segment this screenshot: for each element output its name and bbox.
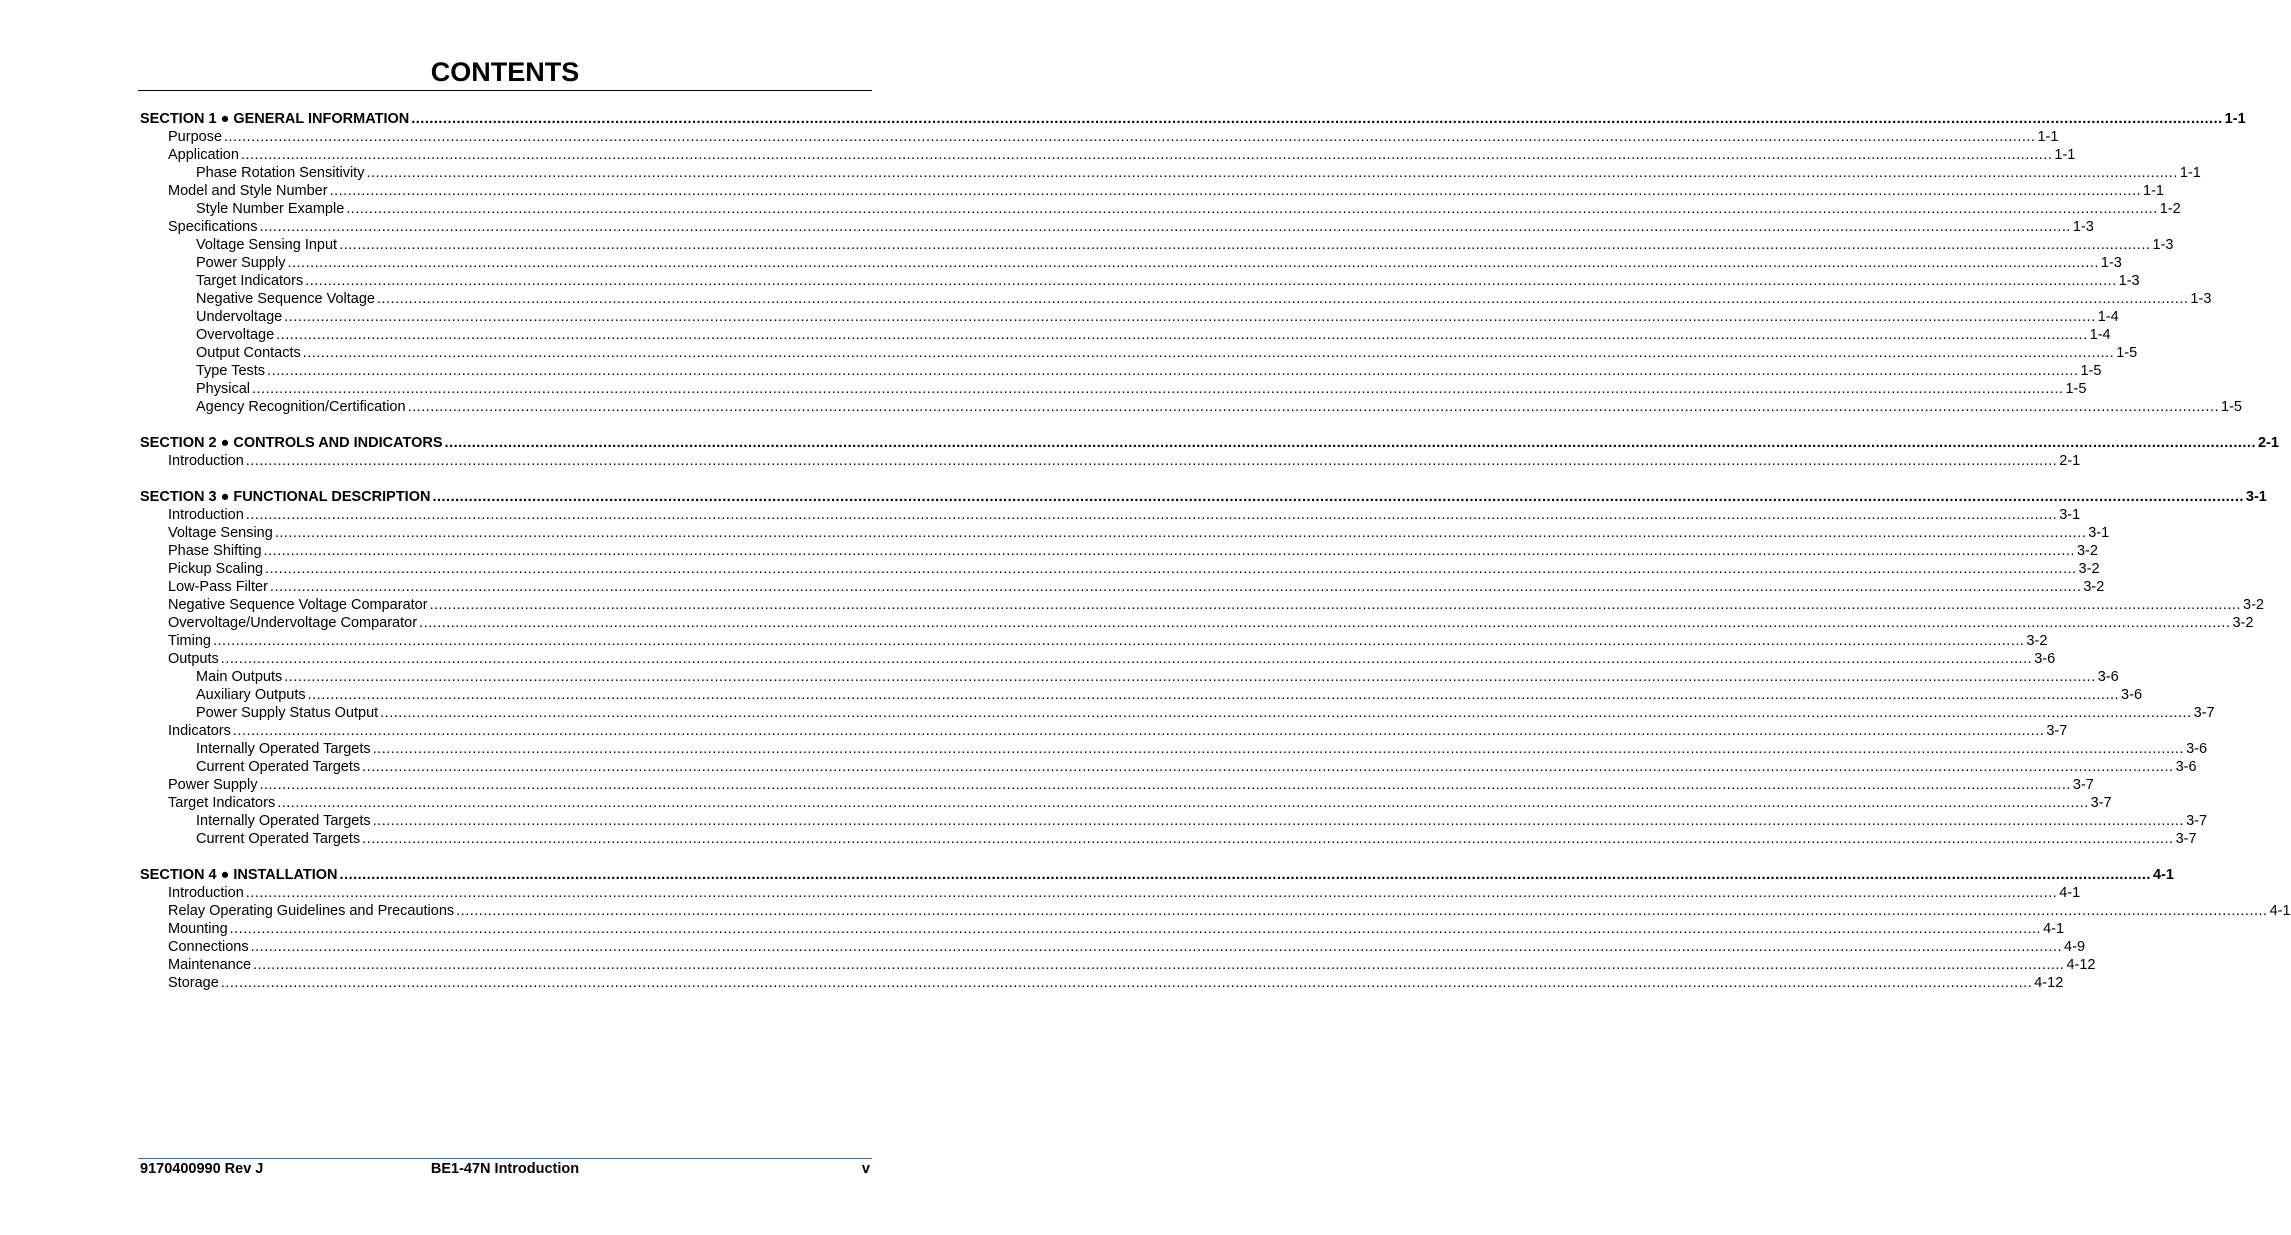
toc-entry-page: 2-1 — [2257, 435, 2279, 451]
toc-entry-page: 3-2 — [2078, 561, 2100, 577]
toc-entry-label: Purpose — [168, 129, 223, 145]
toc-dot-leader: ................................................................................................................................................................................................................................................................................................................................................................................................................ — [284, 309, 2096, 325]
toc-entry-page: 3-2 — [2083, 579, 2105, 595]
footer-rule — [138, 1158, 872, 1159]
toc-entry-label: Specifications — [168, 219, 258, 235]
toc-dot-leader: ................................................................................................................................................................................................................................................................................................................................................................................................................ — [305, 273, 2117, 289]
toc-section — [140, 488, 2267, 848]
toc-entry-label: Mounting — [168, 921, 228, 937]
toc-dot-leader: ................................................................................................................................................................................................................................................................................................................................................................................................................ — [429, 597, 2241, 613]
toc-entry-label: Style Number Example — [196, 201, 345, 217]
toc-entry[interactable] — [140, 560, 2100, 578]
toc-entry-label: Current Operated Targets — [196, 759, 361, 775]
toc-entry[interactable] — [140, 956, 2096, 974]
toc-entry-page: 3-6 — [2121, 687, 2143, 703]
toc-entry-label: Phase Shifting — [168, 543, 262, 559]
toc-dot-leader: ................................................................................................................................................................................................................................................................................................................................................................................................................ — [232, 723, 2045, 739]
footer-page-number: v — [861, 1161, 870, 1177]
toc-entry-label: Power Supply — [168, 777, 258, 793]
toc-entry-label: Outputs — [168, 651, 219, 667]
toc-entry-page: 4-1 — [2152, 867, 2174, 883]
toc-entry[interactable] — [140, 668, 2119, 686]
toc-entry-label: Low-Pass Filter — [168, 579, 268, 595]
toc-dot-leader: ................................................................................................................................................................................................................................................................................................................................................................................................................ — [259, 777, 2071, 793]
toc-dot-leader: ................................................................................................................................................................................................................................................................................................................................................................................................................ — [220, 651, 2033, 667]
toc-entry[interactable] — [140, 938, 2086, 956]
toc-entry-label: SECTION 3 ● FUNCTIONAL DESCRIPTION — [140, 489, 431, 505]
toc-dot-leader: ................................................................................................................................................................................................................................................................................................................................................................................................................ — [277, 795, 2089, 811]
toc-entry-page: 1-3 — [2072, 219, 2094, 235]
toc-entry[interactable] — [140, 632, 2048, 650]
toc-entry-page: 1-2 — [2159, 201, 2181, 217]
toc-dot-leader: ................................................................................................................................................................................................................................................................................................................................................................................................................ — [245, 885, 2058, 901]
toc-entry[interactable] — [140, 308, 2119, 326]
toc-entry[interactable] — [140, 452, 2081, 470]
toc-entry-label: Introduction — [168, 453, 244, 469]
toc-entry-page: 4-12 — [2034, 975, 2064, 991]
toc-entry[interactable] — [140, 830, 2197, 848]
toc-entry-page: 1-1 — [2224, 111, 2246, 127]
toc-entry-label: SECTION 2 ● CONTROLS AND INDICATORS — [140, 435, 443, 451]
toc-entry[interactable] — [140, 254, 2122, 272]
toc-entry-label: Target Indicators — [168, 795, 276, 811]
toc-entry-label: Internally Operated Targets — [196, 813, 371, 829]
toc-entry-page: 3-1 — [2059, 507, 2081, 523]
toc-entry[interactable] — [140, 758, 2197, 776]
toc-entry[interactable] — [140, 182, 2164, 200]
toc-dot-leader: ................................................................................................................................................................................................................................................................................................................................................................................................................ — [212, 633, 2025, 649]
toc-entry-page: 1-5 — [2065, 381, 2087, 397]
toc-entry-page: 3-6 — [2034, 651, 2056, 667]
toc-dot-leader: ................................................................................................................................................................................................................................................................................................................................................................................................................ — [245, 507, 2058, 523]
toc-entry-label: Model and Style Number — [168, 183, 328, 199]
toc-entry-page: 1-1 — [2054, 147, 2076, 163]
toc-dot-leader: ................................................................................................................................................................................................................................................................................................................................................................................................................ — [372, 741, 2185, 757]
toc-entry-label: SECTION 4 ● INSTALLATION — [140, 867, 338, 883]
toc-entry-page: 3-7 — [2193, 705, 2215, 721]
toc-dot-leader: ................................................................................................................................................................................................................................................................................................................................................................................................................ — [419, 615, 2231, 631]
toc-entry[interactable] — [140, 326, 2111, 344]
toc-entry-label: Output Contacts — [196, 345, 301, 361]
toc-dot-leader: ................................................................................................................................................................................................................................................................................................................................................................................................................ — [267, 363, 2079, 379]
toc-entry-label: Timing — [168, 633, 211, 649]
toc-entry[interactable] — [140, 290, 2212, 308]
toc-section — [140, 866, 2291, 992]
toc-dot-leader: ................................................................................................................................................................................................................................................................................................................................................................................................................ — [253, 957, 2065, 973]
toc-entry[interactable] — [140, 884, 2081, 902]
toc-entry-label: Relay Operating Guidelines and Precautions — [168, 903, 455, 919]
toc-entry[interactable] — [140, 524, 2110, 542]
toc-entry[interactable] — [140, 506, 2081, 524]
toc-entry[interactable] — [140, 380, 2087, 398]
toc-entry[interactable] — [140, 974, 2064, 992]
toc-entry[interactable] — [140, 776, 2094, 794]
toc-entry-label: Power Supply Status Output — [196, 705, 379, 721]
toc-entry-label: Target Indicators — [196, 273, 304, 289]
toc-entry-page: 1-1 — [2179, 165, 2201, 181]
toc-entry-label: Type Tests — [196, 363, 266, 379]
toc-entry-page: 3-1 — [2245, 489, 2267, 505]
toc-entry-page: 4-9 — [2064, 939, 2086, 955]
toc-entry-page: 4-1 — [2059, 885, 2081, 901]
toc-dot-leader: ................................................................................................................................................................................................................................................................................................................................................................................................................ — [339, 867, 2151, 883]
toc-entry-label: Agency Recognition/Certification — [196, 399, 406, 415]
toc-entry-label: Maintenance — [168, 957, 252, 973]
toc-entry[interactable] — [140, 218, 2094, 236]
toc-entry-label: Current Operated Targets — [196, 831, 361, 847]
toc-section-heading[interactable] — [140, 488, 2267, 506]
toc-dot-leader: ................................................................................................................................................................................................................................................................................................................................................................................................................ — [444, 435, 2256, 451]
toc-entry-page: 3-7 — [2186, 813, 2208, 829]
toc-entry-page: 1-3 — [2100, 255, 2122, 271]
toc-entry[interactable] — [140, 704, 2215, 722]
toc-dot-leader: ................................................................................................................................................................................................................................................................................................................................................................................................................ — [329, 183, 2142, 199]
toc-entry-page: 1-1 — [2037, 129, 2059, 145]
toc-entry-page: 3-6 — [2175, 759, 2197, 775]
toc-entry[interactable] — [140, 596, 2264, 614]
toc-section-heading[interactable] — [140, 110, 2246, 128]
toc-entry[interactable] — [140, 272, 2140, 290]
toc-entry-label: Voltage Sensing — [168, 525, 273, 541]
toc-dot-leader: ................................................................................................................................................................................................................................................................................................................................................................................................................ — [366, 165, 2178, 181]
toc-entry-label: Internally Operated Targets — [196, 741, 371, 757]
toc-entry-page: 4-1 — [2043, 921, 2065, 937]
toc-entry-page: 1-3 — [2190, 291, 2212, 307]
toc-dot-leader: ................................................................................................................................................................................................................................................................................................................................................................................................................ — [250, 939, 2063, 955]
toc-entry-label: Power Supply — [196, 255, 286, 271]
toc-entry-label: Introduction — [168, 507, 244, 523]
toc-entry-page: 1-3 — [2152, 237, 2174, 253]
toc-entry-label: Auxiliary Outputs — [196, 687, 306, 703]
toc-entry-page: 3-6 — [2097, 669, 2119, 685]
toc-entry-label: Physical — [196, 381, 250, 397]
toc-entry-label: Overvoltage/Undervoltage Comparator — [168, 615, 418, 631]
toc-dot-leader: ................................................................................................................................................................................................................................................................................................................................................................................................................ — [229, 921, 2042, 937]
toc-entry-label: Storage — [168, 975, 219, 991]
toc-dot-leader: ................................................................................................................................................................................................................................................................................................................................................................................................................ — [269, 579, 2082, 595]
toc-entry[interactable] — [140, 200, 2181, 218]
toc-dot-leader: ................................................................................................................................................................................................................................................................................................................................................................................................................ — [362, 831, 2174, 847]
toc-dot-leader: ................................................................................................................................................................................................................................................................................................................................................................................................................ — [307, 687, 2120, 703]
toc-entry-page: 3-2 — [2232, 615, 2254, 631]
toc-entry-label: Voltage Sensing Input — [196, 237, 338, 253]
page-footer — [140, 1160, 870, 1178]
toc-dot-leader: ................................................................................................................................................................................................................................................................................................................................................................................................................ — [407, 399, 2219, 415]
toc-dot-leader: ................................................................................................................................................................................................................................................................................................................................................................................................................ — [302, 345, 2115, 361]
toc-entry[interactable] — [140, 686, 2143, 704]
toc-entry-page: 3-7 — [2046, 723, 2068, 739]
toc-dot-leader: ................................................................................................................................................................................................................................................................................................................................................................................................................ — [276, 327, 2088, 343]
toc-entry-label: Application — [168, 147, 239, 163]
toc-entry-label: Connections — [168, 939, 249, 955]
toc-dot-leader: ................................................................................................................................................................................................................................................................................................................................................................................................................ — [220, 975, 2033, 991]
toc-entry[interactable] — [140, 146, 2076, 164]
toc-section-heading[interactable] — [140, 866, 2174, 884]
toc-entry-label: Pickup Scaling — [168, 561, 264, 577]
toc-entry[interactable] — [140, 398, 2242, 416]
toc-dot-leader: ................................................................................................................................................................................................................................................................................................................................................................................................................ — [265, 561, 2077, 577]
toc-entry[interactable] — [140, 920, 2065, 938]
toc-entry-page: 3-2 — [2026, 633, 2048, 649]
toc-entry-page: 4-12 — [2066, 957, 2096, 973]
toc-dot-leader: ................................................................................................................................................................................................................................................................................................................................................................................................................ — [284, 669, 2096, 685]
toc-dot-leader: ................................................................................................................................................................................................................................................................................................................................................................................................................ — [362, 759, 2174, 775]
toc-entry[interactable] — [140, 794, 2112, 812]
toc-entry-page: 1-5 — [2116, 345, 2138, 361]
toc-section — [140, 110, 2246, 416]
toc-dot-leader: ................................................................................................................................................................................................................................................................................................................................................................................................................ — [274, 525, 2087, 541]
toc-entry[interactable] — [140, 578, 2105, 596]
toc-dot-leader: ................................................................................................................................................................................................................................................................................................................................................................................................................ — [376, 291, 2189, 307]
toc-entry[interactable] — [140, 344, 2138, 362]
toc-dot-leader: ................................................................................................................................................................................................................................................................................................................................................................................................................ — [287, 255, 2099, 271]
toc-dot-leader: ................................................................................................................................................................................................................................................................................................................................................................................................................ — [372, 813, 2185, 829]
toc-dot-leader: ................................................................................................................................................................................................................................................................................................................................................................................................................ — [432, 489, 2244, 505]
toc-entry[interactable] — [140, 236, 2174, 254]
toc-entry-label: SECTION 1 ● GENERAL INFORMATION — [140, 111, 410, 127]
toc-entry[interactable] — [140, 722, 2068, 740]
toc-entry-label: Negative Sequence Voltage — [196, 291, 375, 307]
table-of-contents — [140, 110, 2291, 1010]
toc-entry[interactable] — [140, 362, 2102, 380]
toc-entry[interactable] — [140, 902, 2291, 920]
toc-dot-leader: ................................................................................................................................................................................................................................................................................................................................................................................................................ — [263, 543, 2075, 559]
toc-entry[interactable] — [140, 614, 2254, 632]
toc-section-heading[interactable] — [140, 434, 2279, 452]
toc-dot-leader: ................................................................................................................................................................................................................................................................................................................................................................................................................ — [259, 219, 2071, 235]
toc-entry[interactable] — [140, 128, 2059, 146]
toc-dot-leader: ................................................................................................................................................................................................................................................................................................................................................................................................................ — [456, 903, 2268, 919]
toc-entry-label: Negative Sequence Voltage Comparator — [168, 597, 428, 613]
toc-entry-label: Main Outputs — [196, 669, 283, 685]
toc-entry-page: 4-1 — [2269, 903, 2291, 919]
toc-dot-leader: ................................................................................................................................................................................................................................................................................................................................................................................................................ — [245, 453, 2058, 469]
title-rule — [138, 90, 872, 91]
toc-entry-label: Undervoltage — [196, 309, 283, 325]
toc-entry[interactable] — [140, 542, 2098, 560]
toc-entry-page: 1-5 — [2080, 363, 2102, 379]
toc-dot-leader: ................................................................................................................................................................................................................................................................................................................................................................................................................ — [240, 147, 2053, 163]
toc-entry-page: 3-2 — [2076, 543, 2098, 559]
toc-entry-label: Introduction — [168, 885, 244, 901]
toc-entry-page: 2-1 — [2059, 453, 2081, 469]
toc-entry-page: 3-7 — [2175, 831, 2197, 847]
toc-entry[interactable] — [140, 740, 2208, 758]
toc-entry-label: Indicators — [168, 723, 231, 739]
page-title: CONTENTS — [430, 57, 580, 87]
toc-entry-page: 1-5 — [2221, 399, 2242, 415]
toc-entry[interactable] — [140, 812, 2208, 830]
toc-entry-page: 1-4 — [2089, 327, 2111, 343]
footer-doc-title: BE1-47N Introduction — [430, 1161, 580, 1177]
toc-entry-page: 3-1 — [2088, 525, 2110, 541]
toc-entry-page: 1-4 — [2097, 309, 2119, 325]
toc-entry-page: 1-1 — [2143, 183, 2164, 199]
toc-entry-label: Overvoltage — [196, 327, 275, 343]
toc-entry-page: 3-7 — [2090, 795, 2112, 811]
toc-dot-leader: ................................................................................................................................................................................................................................................................................................................................................................................................................ — [224, 129, 2036, 145]
toc-entry-page: 3-2 — [2243, 597, 2264, 613]
toc-section — [140, 434, 2279, 470]
toc-dot-leader: ................................................................................................................................................................................................................................................................................................................................................................................................................ — [380, 705, 2192, 721]
toc-entry-page: 3-6 — [2186, 741, 2208, 757]
toc-dot-leader: ................................................................................................................................................................................................................................................................................................................................................................................................................ — [252, 381, 2064, 397]
toc-entry[interactable] — [140, 650, 2056, 668]
toc-dot-leader: ................................................................................................................................................................................................................................................................................................................................................................................................................ — [339, 237, 2151, 253]
footer-doc-number: 9170400990 Rev J — [140, 1161, 264, 1177]
toc-entry-page: 1-3 — [2118, 273, 2140, 289]
toc-dot-leader: ................................................................................................................................................................................................................................................................................................................................................................................................................ — [346, 201, 2158, 217]
toc-dot-leader: ................................................................................................................................................................................................................................................................................................................................................................................................................ — [411, 111, 2223, 127]
toc-entry-page: 3-7 — [2072, 777, 2094, 793]
toc-entry[interactable] — [140, 164, 2201, 182]
toc-entry-label: Phase Rotation Sensitivity — [196, 165, 365, 181]
